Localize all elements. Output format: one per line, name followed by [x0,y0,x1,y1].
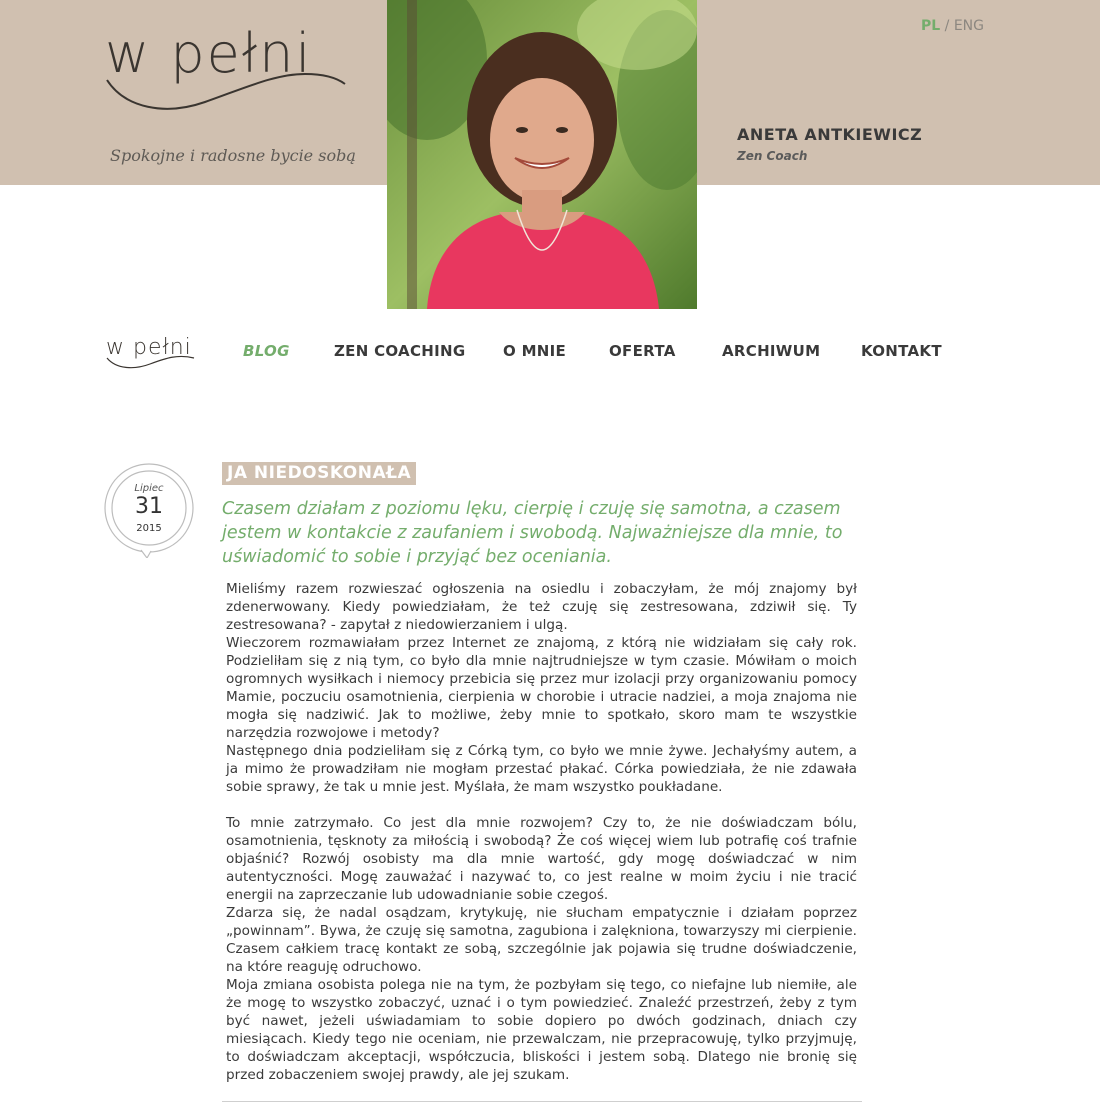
post-paragraph: Zdarza się, że nadal osądzam, krytykuję, nie słucham empatycznie i działam poprzez „powinnam”. Bywa, że czuję się samotna, zagubiona i zalękniona, towarzyszy mi cierpienie. Czasem całkiem tracę kontakt ze sobą, szczególnie jak pojawia się trudne doświadczenie, na które reaguję odruchowo. [226,905,857,975]
nav-logo-mark [106,336,196,370]
post-paragraph: To mnie zatrzymało. Co jest dla mnie rozwojem? Czy to, że nie doświadczam bólu, osamotnienia, tęsknoty za miłością i swobodą? Że coś więcej wiem lub potrafię coś trafnie objaśnić? Rozwój osobisty ma dla mnie wartość, gdy mogę doświadczać w nim autentyczności. Mogę zauważać i nazywać to, co jest realne w moim życiu i nie tracić energii na zaprzeczanie lub udowadnianie sobie czegoś. [226,815,857,903]
post-paragraph: Wieczorem rozmawiałam przez Internet ze znajomą, z którą nie widziałam się cały rok. Podzieliłam się z nią tym, co było dla mnie najtrudniejsze w tym czasie. Mówiłam o moich ogromnych wysiłkach i niemocy przebicia się przez mur izolacji przy organizowaniu pomocy Mamie, poczuciu osamotnienia, cierpienia w chorobie i utracie nadziei, a moja znajoma nie mogła się nadziwić. Jak to możliwe, żeby mnie to spotkało, skoro mam te wszystkie narzędzia rozwojowe i metody? [226,635,857,741]
portrait-photo [387,0,697,309]
site-logo[interactable] [105,30,350,110]
post-paragraph: Moja zmiana osobista polega nie na tym, że pozbyłam się tego, co niefajne lub niemiłe, ale że mogę to wszystko zobaczyć, uznać i o tym powiedzieć. Znaleźć przestrzeń, żeby z tym być nawet, jeżeli uświadamiam to sobie dopiero po dwóch godzinach, dniach czy miesiącach. Kiedy tego nie oceniam, nie przewalczam, nie przepracowuję, tylko przyjmuję, to doświadczam akceptacji, współczucia, bliskości i jestem sobą. Dlatego nie bronię się przed zobaczeniem swojej prawdy, ale jej szukam. [226,977,857,1083]
post-date-year: 2015 [136,523,162,534]
nav-o-mnie[interactable]: O MNIE [503,342,567,360]
lang-eng-link[interactable]: ENG [953,18,984,34]
nav-blog[interactable]: BLOG [243,342,290,360]
paragraph-spacer [226,796,857,814]
post-paragraph: Mieliśmy razem rozwieszać ogłoszenia na osiedlu i zobaczyłam, że mój znajomy był zdenerwowany. Kiedy powiedziałam, że też czuję się zestresowana, zdziwił się. Ty zestresowana? - zapytał z niedowierzaniem i ulgą. [226,581,857,633]
post-date-month: Lipiec [134,483,164,494]
post-paragraph: Następnego dnia podzieliłam się z Córką tym, co było we mnie żywe. Jechałyśmy autem, a ja mimo że prowadziłam nie mogłam przestać płakać. Córka powiedziała, że nie zdawała sobie sprawy, że tak u mnie jest. Myślała, że mam wszystko poukładane. [226,743,857,795]
post-divider [222,1101,862,1102]
svg-text:w pełni: w pełni [105,30,313,85]
svg-text:w pełni: w pełni [106,336,192,360]
post-date-badge [103,462,195,558]
nav-zen-coaching[interactable]: ZEN COACHING [334,342,466,360]
nav-logo[interactable] [106,336,196,370]
post-lead: Czasem działam z poziomu lęku, cierpię i czuję się samotna, a czasem jestem w kontakcie z zaufaniem i swobodą. Najważniejsze dla mnie, to uświadomić to sobie i przyjąć bez oceniania. [222,499,843,567]
author-role: Zen Coach [737,149,808,163]
post-date-day: 31 [135,494,163,519]
lang-separator: / [944,18,950,34]
post-body [226,580,857,1084]
nav-kontakt[interactable]: KONTAKT [861,342,942,360]
nav-archiwum[interactable]: ARCHIWUM [722,342,821,360]
post-title[interactable]: JA NIEDOSKONAŁA [222,462,416,485]
nav-oferta[interactable]: OFERTA [609,342,676,360]
author-name: ANETA ANTKIEWICZ [737,125,923,144]
lang-pl-link[interactable]: PL [921,18,941,34]
logo-mark [105,30,350,110]
tagline: Spokojne i radosne bycie sobą [110,146,356,165]
language-switcher [921,18,984,34]
